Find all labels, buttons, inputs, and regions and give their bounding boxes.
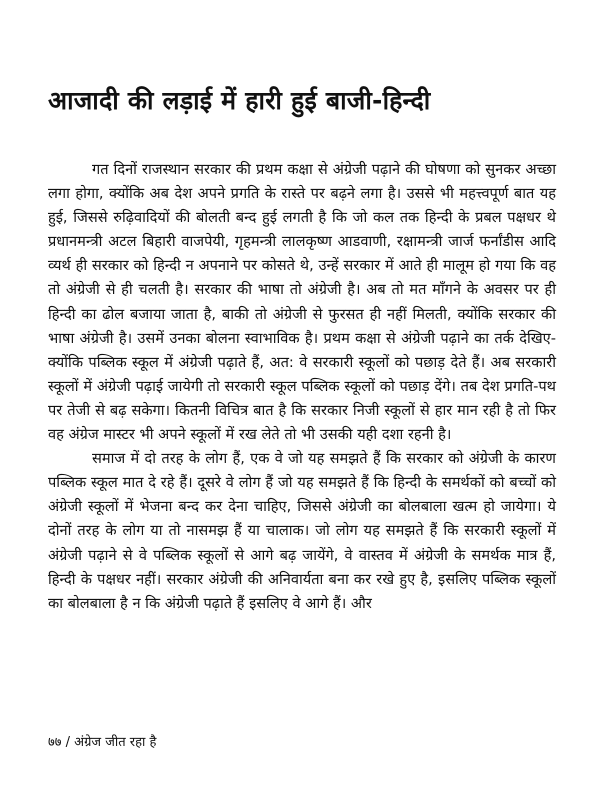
article-title: आजादी की लड़ाई में हारी हुई बाजी-हिन्दी (48, 86, 431, 115)
paragraph-1: गत दिनों राजस्थान सरकार की प्रथम कक्षा से अंग्रेजी पढ़ाने की घोषणा को सुनकर अच्छा लगा होगा, क्योंकि अब देश अपने प्रगति के रास्ते पर बढ़ने लगा है। उससे भी महत्त्वपूर्ण बात यह हुई, जिससे रुढ़िवादियों की बोलती बन्द हुई लगती है कि जो कल तक हिन्दी के प्रबल पक्षधर थे प्रधानमन्त्री अटल बिहारी वाजपेयी, गृहमन्त्री लालकृष्ण आडवाणी, रक्षामन्त्री जार्ज फर्नांडीस आदि व्यर्थ ही सरकार को हिन्दी न अपनाने पर कोसते थे, उन्हें सरकार में आते ही मालूम हो गया कि वह तो अंग्रेजी से ही चलती है। सरकार की भाषा तो अंग्रेजी है। अब तो मत माँगने के अवसर पर ही हिन्दी का ढोल बजाया जाता है, बाकी तो अंग्रेजी से फुरसत ही नहीं मिलती, क्योंकि सरकार की भाषा अंग्रेजी है। उसमें उनका बोलना स्वाभाविक है। प्रथम कक्षा से अंग्रेजी पढ़ाने का तर्क देखिए- क्योंकि पब्लिक स्कूल में अंग्रेजी पढ़ाते हैं, अत: वे सरकारी स्कूलों को पछाड़ देते हैं। अब सरकारी स्कूलों में अंग्रेजी पढ़ाई जायेगी तो सरकारी स्कूल पब्लिक स्कूलों को पछाड़ देंगे। तब देश प्रगति-पथ पर तेजी से बढ़ सकेगा। कितनी विचित्र बात है कि सरकार निजी स्कूलों से हार मान रही है तो फिर वह अंग्रेज मास्टर भी अपने स्कूलों में रख लेते तो भी उसकी यही दशा रहनी है। (48, 161, 556, 444)
article-body (48, 158, 556, 616)
page-footer: ७७ / अंग्रेज जीत रहा है (48, 735, 157, 750)
paragraph-2: समाज में दो तरह के लोग हैं, एक वे जो यह समझते हैं कि सरकार को अंग्रेजी के कारण पब्लिक स्कूल मात दे रहे हैं। दूसरे वे लोग हैं जो यह समझते हैं कि हिन्दी के समर्थकों को बच्चों को अंग्रेजी स्कूलों में भेजना बन्द कर देना चाहिए, जिससे अंग्रेजी का बोलबाला खत्म हो जायेगा। ये दोनों तरह के लोग या तो नासमझ हैं या चालाक। जो लोग यह समझते हैं कि सरकारी स्कूलों में अंग्रेजी पढ़ाने से वे पब्लिक स्कूलों से आगे बढ़ जायेंगे, वे वास्तव में अंग्रेजी के समर्थक मात्र हैं, हिन्दी के पक्षधर नहीं। सरकार अंग्रेजी की अनिवार्यता बना कर रखे हुए है, इसलिए पब्लिक स्कूलों का बोलबाला है न कि अंग्रेजी पढ़ाते हैं इसलिए वे आगे हैं। और (48, 450, 556, 612)
